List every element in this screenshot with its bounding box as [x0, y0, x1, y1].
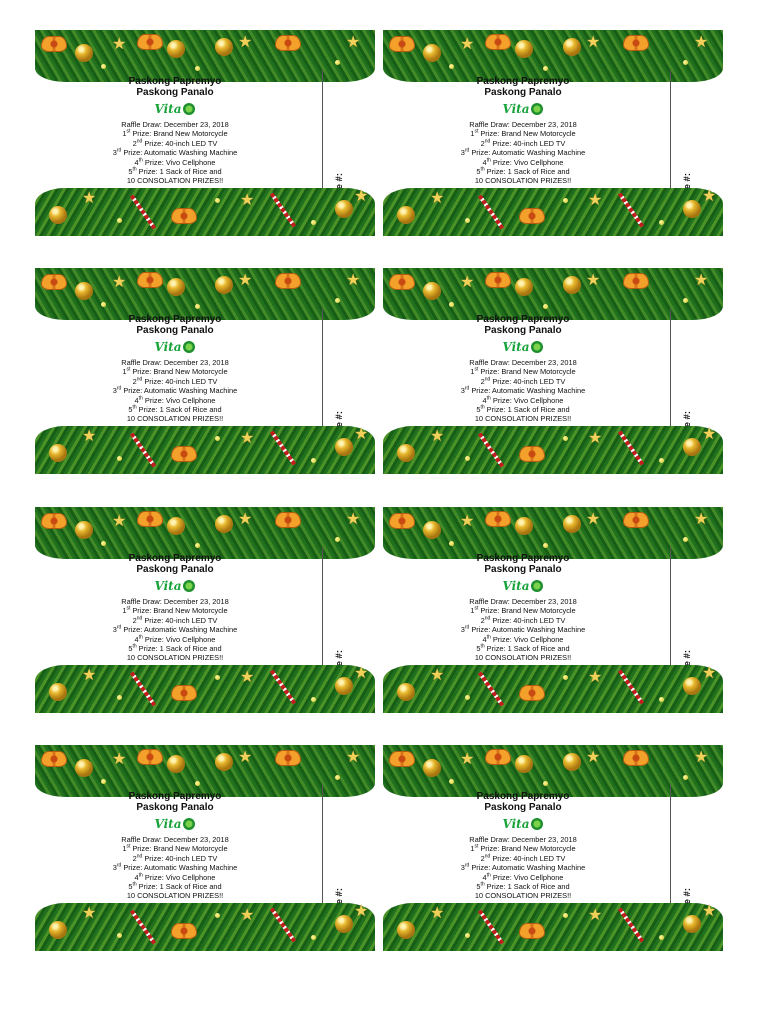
bow-ornament	[41, 274, 67, 290]
bow-ornament	[519, 923, 545, 939]
prize-line: 4th Prize: Vivo Cellphone	[482, 634, 564, 644]
bow-ornament	[137, 272, 163, 288]
berry-ornament	[195, 304, 200, 309]
prize-list	[383, 358, 663, 424]
candy-ribbon	[618, 192, 644, 227]
gold-bauble	[335, 438, 353, 456]
prize-line: 3rd Prize: Automatic Washing Machine	[460, 624, 586, 635]
ticket-title-1: Paskong Papremyo	[128, 76, 222, 87]
prize-line: 3rd Prize: Automatic Washing Machine	[112, 147, 238, 158]
berry-ornament	[465, 218, 470, 223]
ticket-title-2: Paskong Panalo	[136, 802, 214, 813]
top-garland-border	[35, 745, 375, 797]
prize-line: 2nd Prize: 40-inch LED TV	[480, 615, 566, 625]
top-garland-border	[383, 507, 723, 559]
ticket-title-2: Paskong Panalo	[136, 564, 214, 575]
logo-text: Vita	[502, 579, 530, 593]
bottom-garland-border	[383, 188, 723, 236]
gold-bauble	[423, 282, 441, 300]
bow-ornament	[519, 685, 545, 701]
berry-ornament	[659, 458, 664, 463]
ticket-content	[383, 314, 663, 424]
prize-line: 4th Prize: Vivo Cellphone	[134, 634, 216, 644]
vita-logo	[503, 101, 544, 117]
ticket-title-2: Paskong Panalo	[484, 325, 562, 336]
prize-line: 5th Prize: 1 Sack of Rice and	[128, 404, 222, 415]
berry-ornament	[335, 537, 340, 542]
gold-bauble	[75, 282, 93, 300]
ticket-content	[383, 76, 663, 186]
prize-line: 1st Prize: Brand New Motorcycle	[470, 128, 576, 139]
ticket-title-1: Paskong Papremyo	[476, 553, 570, 564]
berry-ornament	[215, 198, 220, 203]
prize-line: 2nd Prize: 40-inch LED TV	[132, 138, 218, 148]
gold-bauble	[683, 200, 701, 218]
bow-ornament	[41, 751, 67, 767]
gold-bauble	[167, 755, 185, 773]
leaf-icon	[183, 818, 195, 830]
gold-bauble	[397, 206, 415, 224]
berry-ornament	[563, 198, 568, 203]
berry-ornament	[335, 775, 340, 780]
vita-logo	[503, 578, 544, 594]
consolation-prizes: 10 CONSOLATION PRIZES!!	[474, 176, 572, 186]
ticket-content	[35, 791, 315, 901]
berry-ornament	[465, 933, 470, 938]
prize-list	[383, 120, 663, 186]
gold-bauble	[397, 921, 415, 939]
raffle-draw-date: Raffle Draw: December 23, 2018	[121, 835, 229, 844]
berry-ornament	[543, 781, 548, 786]
bow-ornament	[137, 511, 163, 527]
ticket-title-2: Paskong Panalo	[484, 802, 562, 813]
vita-logo	[155, 578, 196, 594]
raffle-draw-date: Raffle Draw: December 23, 2018	[469, 120, 577, 129]
raffle-ticket	[35, 507, 375, 713]
prize-line: 5th Prize: 1 Sack of Rice and	[128, 881, 222, 892]
bow-ornament	[275, 273, 301, 289]
berry-ornament	[101, 302, 106, 307]
prize-line: 2nd Prize: 40-inch LED TV	[132, 853, 218, 863]
gold-bauble	[75, 521, 93, 539]
bow-ornament	[485, 511, 511, 527]
berry-ornament	[683, 298, 688, 303]
logo-text: Vita	[154, 102, 182, 116]
berry-ornament	[543, 66, 548, 71]
gold-bauble	[515, 278, 533, 296]
berry-ornament	[465, 456, 470, 461]
gold-bauble	[335, 915, 353, 933]
prize-line: 1st Prize: Brand New Motorcycle	[122, 128, 228, 139]
bow-ornament	[275, 35, 301, 51]
berry-ornament	[683, 537, 688, 542]
prize-line: 1st Prize: Brand New Motorcycle	[470, 605, 576, 616]
prize-line: 3rd Prize: Automatic Washing Machine	[460, 862, 586, 873]
gold-bauble	[515, 755, 533, 773]
bow-ornament	[519, 208, 545, 224]
raffle-ticket	[383, 30, 723, 236]
prize-line: 1st Prize: Brand New Motorcycle	[122, 366, 228, 377]
gold-bauble	[683, 915, 701, 933]
raffle-draw-date: Raffle Draw: December 23, 2018	[121, 120, 229, 129]
leaf-icon	[531, 103, 543, 115]
raffle-draw-date: Raffle Draw: December 23, 2018	[469, 597, 577, 606]
bow-ornament	[389, 36, 415, 52]
consolation-prizes: 10 CONSOLATION PRIZES!!	[126, 891, 224, 901]
prize-line: 3rd Prize: Automatic Washing Machine	[460, 385, 586, 396]
berry-ornament	[449, 64, 454, 69]
consolation-prizes: 10 CONSOLATION PRIZES!!	[474, 653, 572, 663]
bow-ornament	[519, 446, 545, 462]
bow-ornament	[275, 512, 301, 528]
candy-ribbon	[478, 194, 504, 229]
top-garland-border	[35, 507, 375, 559]
prize-line: 2nd Prize: 40-inch LED TV	[480, 138, 566, 148]
ticket-title-1: Paskong Papremyo	[128, 791, 222, 802]
berry-ornament	[215, 913, 220, 918]
bow-ornament	[137, 34, 163, 50]
gold-bauble	[49, 444, 67, 462]
gold-bauble	[397, 683, 415, 701]
consolation-prizes: 10 CONSOLATION PRIZES!!	[474, 414, 572, 424]
prize-line: 5th Prize: 1 Sack of Rice and	[476, 166, 570, 177]
leaf-icon	[531, 341, 543, 353]
candy-ribbon	[618, 907, 644, 942]
prize-line: 4th Prize: Vivo Cellphone	[482, 395, 564, 405]
gold-bauble	[215, 38, 233, 56]
raffle-ticket	[383, 745, 723, 951]
prize-line: 4th Prize: Vivo Cellphone	[482, 872, 564, 882]
bow-ornament	[275, 750, 301, 766]
top-garland-border	[383, 30, 723, 82]
bow-ornament	[389, 513, 415, 529]
consolation-prizes: 10 CONSOLATION PRIZES!!	[126, 414, 224, 424]
top-garland-border	[35, 30, 375, 82]
berry-ornament	[683, 60, 688, 65]
gold-bauble	[167, 278, 185, 296]
bottom-garland-border	[35, 188, 375, 236]
consolation-prizes: 10 CONSOLATION PRIZES!!	[126, 176, 224, 186]
berry-ornament	[195, 781, 200, 786]
candy-ribbon	[270, 430, 296, 465]
berry-ornament	[101, 541, 106, 546]
prize-list	[383, 597, 663, 663]
leaf-icon	[531, 818, 543, 830]
prize-line: 5th Prize: 1 Sack of Rice and	[128, 166, 222, 177]
candy-ribbon	[478, 671, 504, 706]
ticket-title-2: Paskong Panalo	[136, 87, 214, 98]
consolation-prizes: 10 CONSOLATION PRIZES!!	[474, 891, 572, 901]
raffle-draw-date: Raffle Draw: December 23, 2018	[121, 358, 229, 367]
candy-ribbon	[270, 669, 296, 704]
ticket-title-1: Paskong Papremyo	[476, 791, 570, 802]
bottom-garland-border	[35, 426, 375, 474]
raffle-ticket	[35, 268, 375, 474]
berry-ornament	[449, 779, 454, 784]
bow-ornament	[171, 446, 197, 462]
berry-ornament	[563, 675, 568, 680]
prize-list	[35, 358, 315, 424]
ticket-content	[35, 553, 315, 663]
bow-ornament	[623, 35, 649, 51]
prize-line: 3rd Prize: Automatic Washing Machine	[112, 385, 238, 396]
vita-logo	[155, 816, 196, 832]
berry-ornament	[311, 220, 316, 225]
gold-bauble	[423, 521, 441, 539]
ticket-title-2: Paskong Panalo	[484, 87, 562, 98]
raffle-ticket	[383, 507, 723, 713]
candy-ribbon	[130, 432, 156, 467]
consolation-prizes: 10 CONSOLATION PRIZES!!	[126, 653, 224, 663]
leaf-icon	[183, 103, 195, 115]
prize-line: 3rd Prize: Automatic Washing Machine	[112, 624, 238, 635]
vita-logo	[503, 339, 544, 355]
candy-ribbon	[270, 192, 296, 227]
berry-ornament	[563, 913, 568, 918]
gold-bauble	[75, 759, 93, 777]
candy-ribbon	[478, 432, 504, 467]
bow-ornament	[623, 273, 649, 289]
prize-line: 5th Prize: 1 Sack of Rice and	[476, 881, 570, 892]
vita-logo	[155, 339, 196, 355]
prize-list	[383, 835, 663, 901]
top-garland-border	[383, 745, 723, 797]
ticket-content	[35, 314, 315, 424]
gold-bauble	[215, 276, 233, 294]
prize-line: 2nd Prize: 40-inch LED TV	[132, 376, 218, 386]
bow-ornament	[485, 34, 511, 50]
gold-bauble	[49, 921, 67, 939]
berry-ornament	[683, 775, 688, 780]
ticket-title-1: Paskong Papremyo	[476, 314, 570, 325]
raffle-ticket	[35, 30, 375, 236]
raffle-ticket	[35, 745, 375, 951]
berry-ornament	[117, 933, 122, 938]
gold-bauble	[515, 40, 533, 58]
gold-bauble	[215, 753, 233, 771]
bottom-garland-border	[35, 665, 375, 713]
berry-ornament	[449, 541, 454, 546]
berry-ornament	[659, 220, 664, 225]
gold-bauble	[423, 44, 441, 62]
berry-ornament	[117, 218, 122, 223]
prize-line: 4th Prize: Vivo Cellphone	[134, 395, 216, 405]
logo-text: Vita	[502, 817, 530, 831]
candy-ribbon	[130, 194, 156, 229]
top-garland-border	[383, 268, 723, 320]
ticket-title-1: Paskong Papremyo	[476, 76, 570, 87]
berry-ornament	[215, 675, 220, 680]
prize-line: 4th Prize: Vivo Cellphone	[482, 157, 564, 167]
prize-line: 5th Prize: 1 Sack of Rice and	[476, 404, 570, 415]
prize-line: 4th Prize: Vivo Cellphone	[134, 872, 216, 882]
candy-ribbon	[618, 430, 644, 465]
ticket-content	[35, 76, 315, 186]
prize-line: 2nd Prize: 40-inch LED TV	[132, 615, 218, 625]
candy-ribbon	[130, 909, 156, 944]
prize-list	[35, 835, 315, 901]
berry-ornament	[311, 697, 316, 702]
top-garland-border	[35, 268, 375, 320]
bow-ornament	[623, 512, 649, 528]
bow-ornament	[389, 274, 415, 290]
leaf-icon	[183, 580, 195, 592]
gold-bauble	[423, 759, 441, 777]
berry-ornament	[311, 458, 316, 463]
prize-line: 5th Prize: 1 Sack of Rice and	[476, 643, 570, 654]
ticket-title-2: Paskong Panalo	[484, 564, 562, 575]
candy-ribbon	[618, 669, 644, 704]
bow-ornament	[623, 750, 649, 766]
bottom-garland-border	[383, 426, 723, 474]
vita-logo	[155, 101, 196, 117]
candy-ribbon	[270, 907, 296, 942]
candy-ribbon	[478, 909, 504, 944]
gold-bauble	[397, 444, 415, 462]
raffle-draw-date: Raffle Draw: December 23, 2018	[469, 358, 577, 367]
logo-text: Vita	[154, 579, 182, 593]
berry-ornament	[335, 298, 340, 303]
gold-bauble	[335, 677, 353, 695]
berry-ornament	[465, 695, 470, 700]
gold-bauble	[563, 38, 581, 56]
berry-ornament	[117, 695, 122, 700]
berry-ornament	[101, 779, 106, 784]
prize-line: 3rd Prize: Automatic Washing Machine	[112, 862, 238, 873]
berry-ornament	[335, 60, 340, 65]
gold-bauble	[49, 683, 67, 701]
gold-bauble	[167, 40, 185, 58]
berry-ornament	[449, 302, 454, 307]
bow-ornament	[485, 272, 511, 288]
leaf-icon	[183, 341, 195, 353]
berry-ornament	[563, 436, 568, 441]
bow-ornament	[171, 923, 197, 939]
gold-bauble	[335, 200, 353, 218]
raffle-draw-date: Raffle Draw: December 23, 2018	[469, 835, 577, 844]
gold-bauble	[75, 44, 93, 62]
prize-list	[35, 120, 315, 186]
ticket-title-1: Paskong Papremyo	[128, 314, 222, 325]
prize-line: 3rd Prize: Automatic Washing Machine	[460, 147, 586, 158]
raffle-ticket	[383, 268, 723, 474]
raffle-draw-date: Raffle Draw: December 23, 2018	[121, 597, 229, 606]
prize-line: 2nd Prize: 40-inch LED TV	[480, 376, 566, 386]
ticket-content	[383, 553, 663, 663]
gold-bauble	[49, 206, 67, 224]
bow-ornament	[41, 36, 67, 52]
berry-ornament	[659, 697, 664, 702]
bow-ornament	[137, 749, 163, 765]
leaf-icon	[531, 580, 543, 592]
gold-bauble	[563, 515, 581, 533]
berry-ornament	[543, 543, 548, 548]
bow-ornament	[171, 685, 197, 701]
bow-ornament	[41, 513, 67, 529]
logo-text: Vita	[502, 340, 530, 354]
gold-bauble	[167, 517, 185, 535]
prize-list	[35, 597, 315, 663]
berry-ornament	[195, 543, 200, 548]
gold-bauble	[515, 517, 533, 535]
bow-ornament	[171, 208, 197, 224]
bottom-garland-border	[35, 903, 375, 951]
ticket-title-1: Paskong Papremyo	[128, 553, 222, 564]
gold-bauble	[563, 276, 581, 294]
berry-ornament	[543, 304, 548, 309]
vita-logo	[503, 816, 544, 832]
berry-ornament	[101, 64, 106, 69]
bottom-garland-border	[383, 903, 723, 951]
berry-ornament	[659, 935, 664, 940]
berry-ornament	[195, 66, 200, 71]
prize-line: 1st Prize: Brand New Motorcycle	[470, 843, 576, 854]
gold-bauble	[563, 753, 581, 771]
prize-line: 2nd Prize: 40-inch LED TV	[480, 853, 566, 863]
bottom-garland-border	[383, 665, 723, 713]
logo-text: Vita	[502, 102, 530, 116]
berry-ornament	[215, 436, 220, 441]
gold-bauble	[683, 438, 701, 456]
prize-line: 1st Prize: Brand New Motorcycle	[470, 366, 576, 377]
bow-ornament	[485, 749, 511, 765]
candy-ribbon	[130, 671, 156, 706]
ticket-title-2: Paskong Panalo	[136, 325, 214, 336]
bow-ornament	[389, 751, 415, 767]
ticket-content	[383, 791, 663, 901]
gold-bauble	[215, 515, 233, 533]
berry-ornament	[117, 456, 122, 461]
prize-line: 1st Prize: Brand New Motorcycle	[122, 843, 228, 854]
prize-line: 4th Prize: Vivo Cellphone	[134, 157, 216, 167]
logo-text: Vita	[154, 340, 182, 354]
prize-line: 5th Prize: 1 Sack of Rice and	[128, 643, 222, 654]
logo-text: Vita	[154, 817, 182, 831]
prize-line: 1st Prize: Brand New Motorcycle	[122, 605, 228, 616]
berry-ornament	[311, 935, 316, 940]
gold-bauble	[683, 677, 701, 695]
